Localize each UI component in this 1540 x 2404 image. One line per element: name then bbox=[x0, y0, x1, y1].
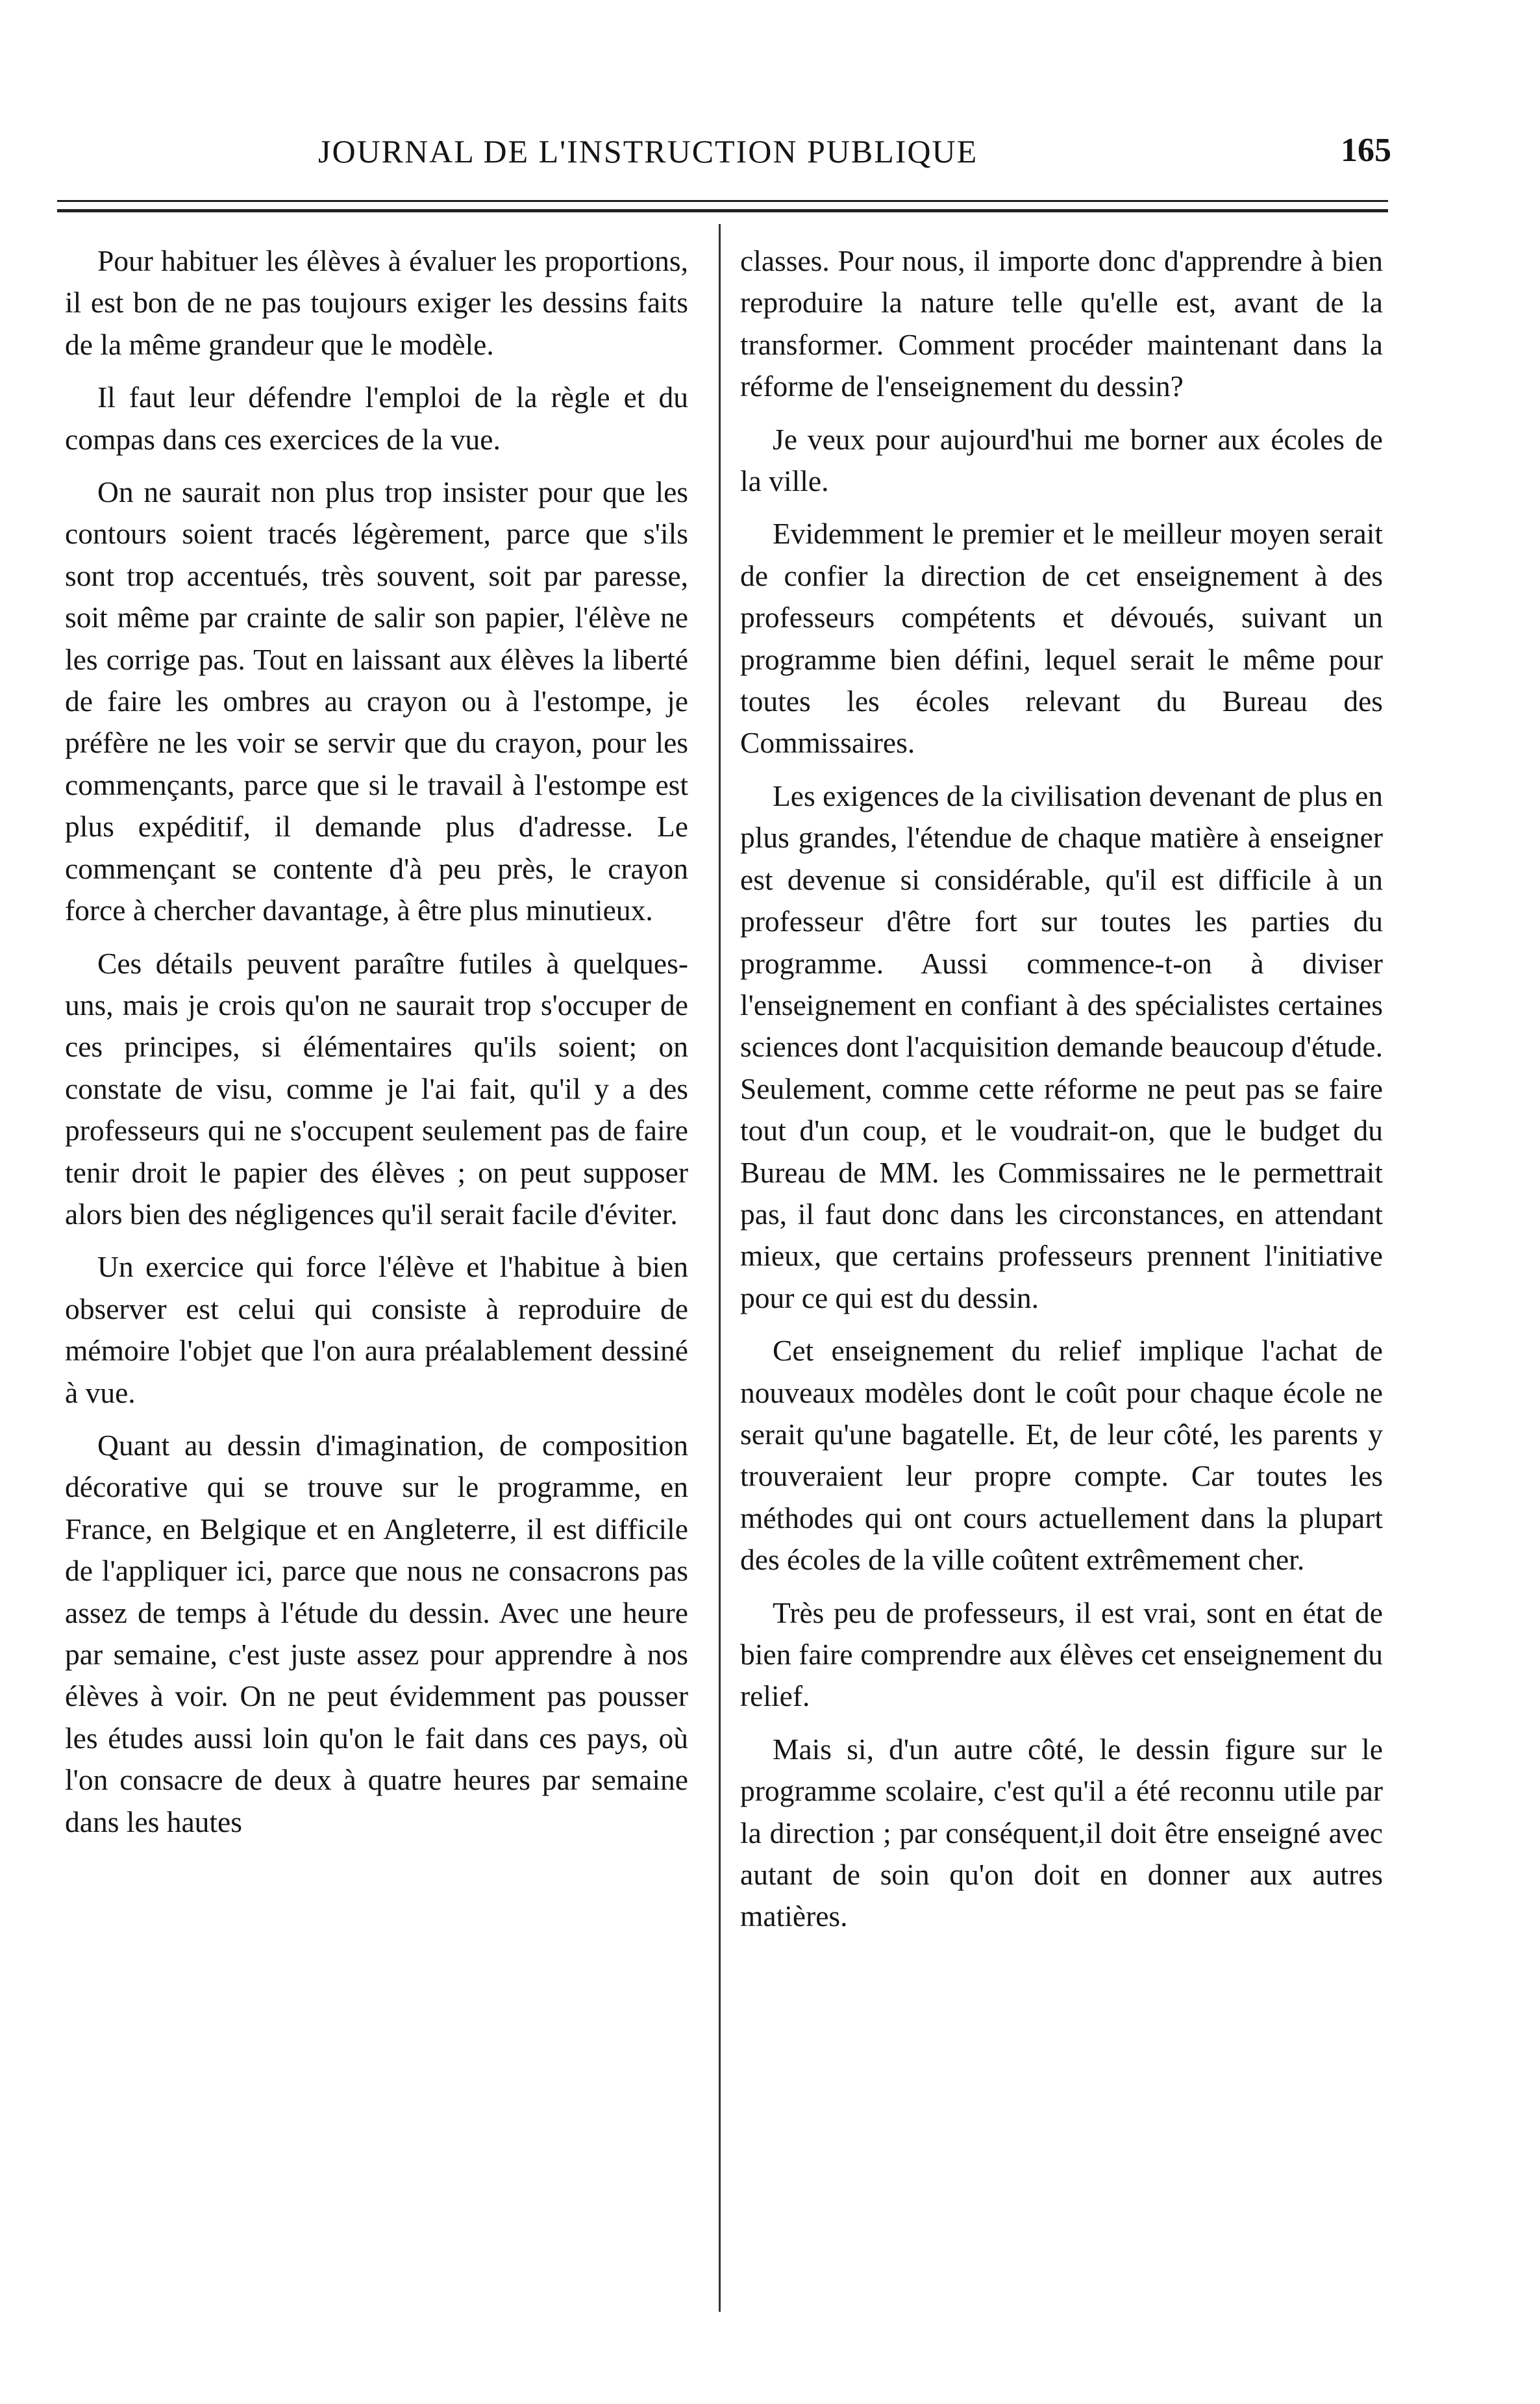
left-paragraph-5: Un exercice qui force l'élève et l'habitue à bien observer est celui qui consiste à reproduire de mémoire l'objet que l'on aura préalablement dessiné à vue. bbox=[65, 1250, 688, 1409]
right-paragraph-2: Je veux pour aujourd'hui me borner aux écoles de la ville. bbox=[740, 422, 1383, 498]
right-paragraph-5: Cet enseignement du relief implique l'achat de nouveaux modèles dont le coût pour chaque école ne serait qu'une bagatelle. Et, de leur côté, les parents y trouveraient leur propre compte. Car toutes les méthodes qui ont cours actuellement dans la plupart des écoles de la ville coûtent extrêmement cher. bbox=[740, 1334, 1383, 1577]
column-divider bbox=[719, 224, 721, 2312]
right-paragraph-1: classes. Pour nous, il importe donc d'apprendre à bien reproduire la nature telle qu'elle est, avant de la transformer. Comment procéder maintenant dans la réforme de l'enseignement du dessin? bbox=[740, 244, 1383, 403]
right-paragraph-4: Les exigences de la civilisation devenant de plus en plus grandes, l'étendue de chaque matière à enseigner est devenue si considérable, qu'il est difficile à un professeur d'être fort sur toutes les parties du programme. Aussi commence-t-on à diviser l'enseignement en confiant à des spécialistes certaines sciences dont l'acquisition demande beaucoup d'étude. Seulement, comme cette réforme ne peut pas se faire tout d'un coup, et le voudrait-on, que le budget du Bureau de MM. les Commissaires ne le permettrait pas, il faut donc dans les circonstances, en attendant mieux, que certains professeurs prennent l'initiative pour ce qui est du dessin. bbox=[740, 779, 1384, 1314]
page-number: 165 bbox=[1341, 132, 1391, 169]
right-paragraph-3: Evidemment le premier et le meilleur moyen serait de confier la direction de cet enseignement à des professeurs compétents et dévoués, suivant un programme bien défini, lequel serait le même pour toutes les écoles relevant du Bureau des Commissaires. bbox=[740, 517, 1383, 760]
left-column bbox=[65, 240, 688, 1854]
left-paragraph-6: Quant au dessin d'imagination, de composition décorative qui se trouve sur le programme, en France, en Belgique et en Angleterre, il est difficile de l'appliquer ici, parce que nous ne consacrons pas assez de temps à l'étude du dessin. Avec une heure par semaine, c'est juste assez pour apprendre à nos élèves à voir. On ne peut évidemment pas pousser les études aussi loin qu'on le fait dans ces pays, où l'on consacre de deux à quatre heures par semaine dans les hautes bbox=[65, 1428, 688, 1838]
left-paragraph-3: On ne saurait non plus trop insister pour que les contours soient tracés légèrement, parce que s'ils sont trop accentués, très souvent, soit par paresse, soit même par crainte de salir son papier, l'élève ne les corrige pas. Tout en laissant aux élèves la liberté de faire les ombres au crayon ou à l'estompe, je préfère ne les voir se servir que du crayon, pour les commençants, parce que si le travail à l'estompe est plus expéditif, il demande plus d'adresse. Le commençant se contente d'à peu près, le crayon force à chercher davantage, à être plus minutieux. bbox=[65, 475, 688, 927]
left-paragraph-2: Il faut leur défendre l'emploi de la règle et du compas dans ces exercices de la vue. bbox=[65, 381, 688, 456]
header-rule-thick bbox=[57, 209, 1388, 212]
right-paragraph-6: Très peu de professeurs, il est vrai, sont en état de bien faire comprendre aux élèves cet enseignement du relief. bbox=[740, 1596, 1383, 1713]
right-column bbox=[740, 240, 1383, 1949]
right-paragraph-7: Mais si, d'un autre côté, le dessin figure sur le programme scolaire, c'est qu'il a été reconnu utile par la direction ; par conséquent,il doit être enseigné avec autant de soin qu'on doit en donner aux autres matières. bbox=[740, 1732, 1383, 1933]
running-title: JOURNAL DE L'INSTRUCTION PUBLIQUE bbox=[318, 133, 978, 169]
header-rule-thin bbox=[57, 200, 1388, 202]
left-paragraph-4: Ces détails peuvent paraître futiles à quelques-uns, mais je crois qu'on ne saurait trop s'occuper de ces principes, si élémentaires qu'ils soient; on constate de visu, comme je l'ai fait, qu'il y a des professeurs qui ne s'occupent seulement pas de faire tenir droit le papier des élèves ; on peut supposer alors bien des négligences qu'il serait facile d'éviter. bbox=[65, 946, 688, 1231]
left-paragraph-1: Pour habituer les élèves à évaluer les proportions, il est bon de ne pas toujours exiger les dessins faits de la même grandeur que le modèle. bbox=[65, 244, 688, 361]
